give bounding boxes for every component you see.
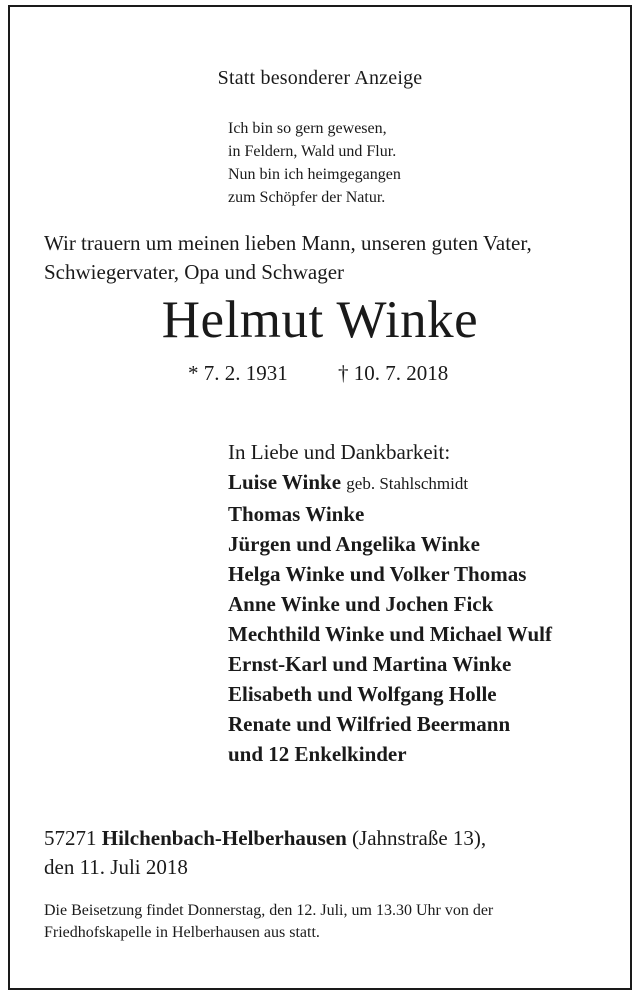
deceased-name: Helmut Winke: [161, 291, 479, 349]
zip-code: 57271: [44, 826, 97, 850]
family-member: Elisabeth und Wolfgang Holle: [228, 682, 497, 706]
notice-header: Statt besonderer Anzeige: [217, 67, 423, 89]
family-member: Renate und Wilfried Beermann: [228, 712, 511, 736]
funeral-line: Die Beisetzung findet Donnerstag, den 12. Juli, um 13.30 Uhr von der: [44, 902, 494, 919]
intro-line: Wir trauern um meinen lieben Mann, unseren guten Vater,: [44, 231, 532, 255]
family-member: und 12 Enkelkinder: [228, 742, 407, 766]
poem: [228, 117, 401, 209]
funeral-info: [44, 900, 493, 944]
poem-line: zum Schöpfer der Natur.: [228, 189, 386, 206]
family-member: Jürgen und Angelika Winke: [228, 532, 480, 556]
place-and-date: [44, 824, 486, 882]
poem-line: in Feldern, Wald und Flur.: [228, 143, 397, 160]
family-member: Mechthild Winke und Michael Wulf: [228, 622, 553, 646]
notice-date: den 11. Juli 2018: [44, 855, 188, 879]
family-member: Helga Winke und Volker Thomas: [228, 562, 527, 586]
obituary-notice: [8, 5, 632, 990]
poem-line: Ich bin so gern gewesen,: [228, 120, 387, 137]
mourning-intro: [44, 229, 532, 287]
intro-line: Schwiegervater, Opa und Schwager: [44, 260, 345, 284]
poem-line: Nun bin ich heimgegangen: [228, 166, 401, 183]
street-address: (Jahnstraße 13),: [352, 826, 487, 850]
family-member: Anne Winke und Jochen Fick: [228, 592, 494, 616]
funeral-line: Friedhofskapelle in Helberhausen aus statt.: [44, 924, 320, 941]
family-list: [228, 437, 552, 769]
family-member: Thomas Winke: [228, 502, 365, 526]
death-date: † 10. 7. 2018: [338, 361, 449, 385]
family-heading: In Liebe und Dankbarkeit:: [228, 440, 451, 464]
spouse-name: Luise Winke: [228, 470, 342, 494]
family-member-spouse: [228, 467, 552, 499]
town-name: Hilchenbach-Helberhausen: [101, 826, 347, 850]
address-line: [44, 824, 486, 853]
spouse-maiden-name: geb. Stahlschmidt: [346, 474, 469, 493]
birth-date: * 7. 2. 1931: [188, 361, 288, 385]
family-member: Ernst-Karl und Martina Winke: [228, 652, 512, 676]
